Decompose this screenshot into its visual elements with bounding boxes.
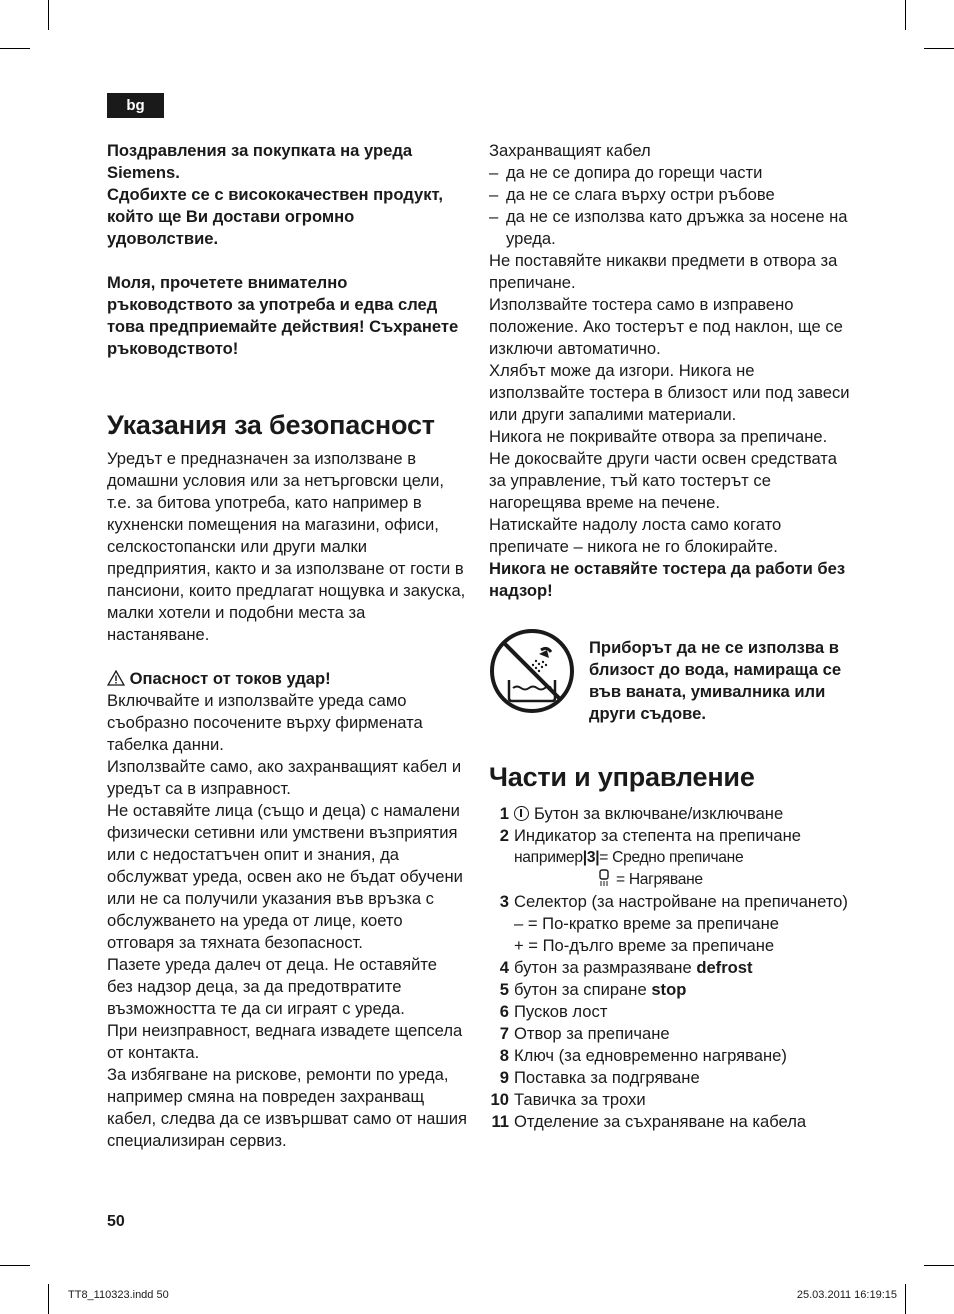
safety-reduced-abilities: Не оставяйте лица (също и деца) с намалени физически сетивни или умствени възприятия или с недостатъчен опит и знания, да обслужват уреда, освен ако не бъдат обучени или не са получили указания във връзка с обслужването на уреда от лице, което отговаря за тяхната безопасност.: [107, 801, 463, 952]
crop-mark: [905, 0, 906, 30]
warning-lever: Натискайте надолу лоста само когато препичате – никога не го блокирайте.: [489, 515, 782, 556]
list-item: 6 Пусков лост: [499, 1002, 608, 1021]
crop-mark: [924, 1265, 954, 1266]
water-warning-text: Приборът да не се използва в близост до вода, намираща се във ваната, умивалника или други съдове.: [589, 638, 842, 723]
parts-list: [489, 803, 854, 1133]
list-item: 9 Поставка за подгряване: [499, 1068, 700, 1087]
intro-read-manual: Моля, прочетете внимателно ръководството за употреба и едва след това предприемайте действия! Съхранете ръководството!: [107, 273, 459, 358]
list-item: 3 Селектор (за настройване на препичането): [499, 892, 848, 911]
list-subitem: – = По-кратко време за препичане: [514, 914, 779, 933]
cable-item: – да не се слага върху остри ръбове: [489, 185, 775, 204]
shock-warning-title: [107, 668, 467, 690]
safety-malfunction: При неизправност, веднага извадете щепсела от контакта.: [107, 1021, 463, 1062]
list-item: 1 Бутон за включване/изключване: [499, 804, 784, 823]
crop-mark: [924, 48, 954, 49]
list-item: 4 бутон за размразяване defrost: [499, 958, 753, 977]
cable-item: – да не се допира до горещи части: [489, 163, 763, 182]
crop-mark: [905, 1284, 906, 1314]
intro-quality: Сдобихте се с висококачествен продукт, който ще Ви достави огромно удоволствие.: [107, 185, 443, 248]
safety-children: Пазете уреда далеч от деца. Не оставяйте без надзор деца, за да предотвратите възможността те да си играят с уреда.: [107, 955, 438, 1018]
power-icon: [514, 806, 529, 821]
safety-cable-ok: Използвайте само, ако захранващият кабел и уредът са в изправност.: [107, 757, 462, 798]
list-item: 7 Отвор за препичане: [499, 1024, 670, 1043]
list-item: 8 Ключ (за едновременно нагряване): [499, 1046, 787, 1065]
warning-unattended: Никога не оставяйте тостера да работи без надзор!: [489, 559, 846, 600]
intro-congrats: Поздравления за покупката на уреда Siemens.: [107, 141, 413, 182]
footer-timestamp: 25.03.2011 16:19:15: [796, 1289, 897, 1301]
heating-icon: [597, 869, 611, 887]
crop-mark: [48, 0, 49, 30]
crop-mark: [0, 48, 30, 49]
warning-bread-burn: Хлябът може да изгори. Никога не използвайте тостера в близост или под завеси или други запалими материали.: [489, 361, 850, 424]
language-tab: bg: [107, 93, 164, 118]
safety-rating-plate: Включвайте и използвайте уреда само съобразно посочените върху фирмената табелка данни.: [107, 691, 423, 754]
list-item: 5 бутон за спиране stop: [499, 980, 687, 999]
footer-file-info: TT8_110323.indd 50: [68, 1289, 169, 1301]
cable-item: – да не се използва като дръжка за носене на уреда.: [489, 207, 848, 248]
shock-warning-text: Опасност от токов удар!: [129, 669, 331, 688]
left-column: [107, 140, 467, 1152]
cable-intro: Захранващият кабел: [489, 141, 651, 160]
list-item: 11 Отделение за съхраняване на кабела: [491, 1112, 807, 1131]
safety-repairs: За избягване на рискове, ремонти по уреда, например смяна на повреден захранващ кабел, следва да се извършват само от нашия специализиран сервиз.: [107, 1065, 467, 1150]
warning-hot-parts: Не докосвайте други части освен средствата за управление, тъй като тостерът се нагорещява време на печене.: [489, 449, 837, 512]
list-subitem: = Нагряване: [489, 869, 854, 891]
parts-heading: Части и управление: [489, 762, 755, 792]
list-subitem: + = По-дълго време за препичане: [514, 936, 775, 955]
warning-triangle-icon: [107, 670, 125, 686]
crop-mark: [48, 1284, 49, 1314]
no-water-icon: [489, 628, 575, 714]
warning-upright: Използвайте тостера само в изправено положение. Ако тостерът е под наклон, ще се изключи автоматично.: [489, 295, 843, 358]
list-item: 10 Тавичка за трохи: [490, 1090, 646, 1109]
warning-no-cover: Никога не покривайте отвора за препичане.: [489, 427, 828, 446]
page-number: 50: [107, 1213, 125, 1230]
safety-intended-use: Уредът е предназначен за използване в домашни условия или за нетърговски цели, т.е. за битова употреба, като например в кухненски помещения на магазини, офиси, селскостопански или други малки предприятия, както и за използване от гости в пансиони, които предлагат нощувка и закуска, малки хотели и подобни места за настаняване.: [107, 449, 466, 644]
list-subitem: например |3| = Средно препичане: [514, 849, 744, 866]
list-item: 2 Индикатор за степента на препичане: [499, 826, 801, 845]
water-warning-box: [489, 628, 854, 725]
safety-heading: Указания за безопасност: [107, 410, 435, 440]
right-column: [489, 140, 854, 1133]
warning-no-objects: Не поставяйте никакви предмети в отвора за препичане.: [489, 251, 838, 292]
crop-mark: [0, 1265, 30, 1266]
